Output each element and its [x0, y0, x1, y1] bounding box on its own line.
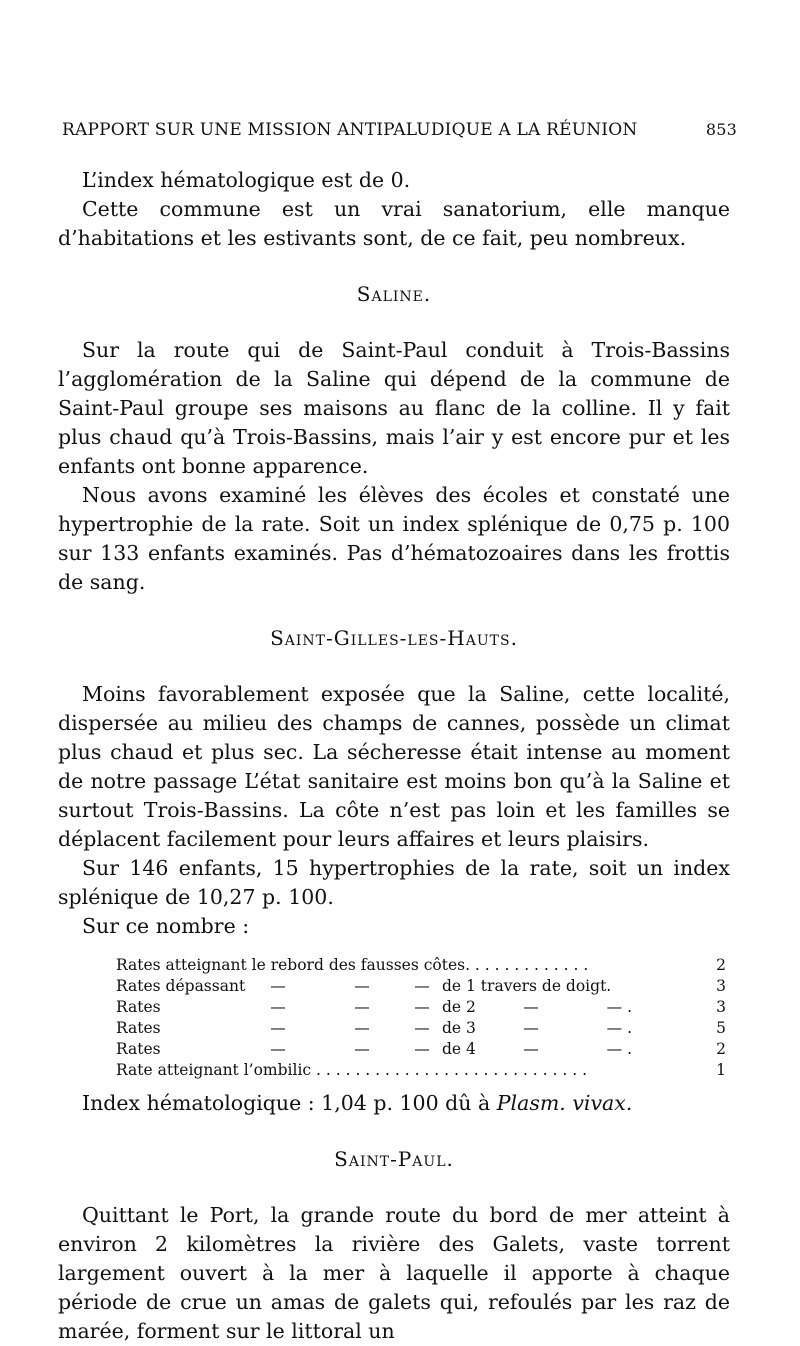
index-species: Plasm. vivax.	[496, 1091, 633, 1115]
row-col: — .	[606, 1040, 632, 1058]
row-label	[116, 997, 706, 1018]
row-label	[116, 976, 706, 997]
page-number: 853	[705, 120, 737, 139]
row-col: —	[414, 1019, 430, 1037]
index-text: Index hématologique : 1,04 p. 100 dû à	[82, 1091, 491, 1115]
paragraph: Cette commune est un vrai sanatorium, elle manque d’habitations et les estivants sont, de ce fait, peu nombreux.	[58, 197, 730, 250]
row-col: — .	[606, 998, 632, 1016]
row-col: —	[354, 998, 370, 1016]
body-text	[58, 166, 730, 1346]
spleen-table	[116, 955, 726, 1081]
row-col: —	[270, 1040, 286, 1058]
table-row	[116, 955, 726, 976]
paragraph: Sur la route qui de Saint-Paul conduit à Trois-Bassins l’agglomération de la Saline qui dépend de la commune de Saint-Paul groupe ses maisons au flanc de la colline. Il y fait plus chaud qu’à Trois-Bassins, mais l’air y est encore pur et les enfants ont bonne apparence.	[58, 338, 730, 478]
paragraph: Sur 146 enfants, 15 hypertrophies de la rate, soit un index splénique de 10,27 p. 100.	[58, 856, 730, 909]
row-col: —	[270, 998, 286, 1016]
row-label	[116, 1018, 706, 1039]
row-col: Rates	[116, 998, 161, 1016]
row-col: —	[354, 1019, 370, 1037]
section-heading-saint-paul: Saint-Paul.	[334, 1147, 454, 1171]
paragraph: Nous avons examiné les élèves des écoles et constaté une hypertrophie de la rate. Soit un index splénique de 0,75 p. 100 sur 133 enfants examinés. Pas d’hématozoaires dans les frottis de sang.	[58, 483, 730, 594]
row-col: de 3	[442, 1019, 476, 1037]
section-heading-saline: Saline.	[356, 282, 432, 306]
row-col: —	[414, 998, 430, 1016]
row-col: —	[523, 1040, 539, 1058]
row-col: —	[270, 1019, 286, 1037]
row-value: 5	[716, 1019, 726, 1037]
paragraph: L’index hématologique est de 0.	[82, 168, 411, 192]
table-row	[116, 1039, 726, 1060]
row-label: Rate atteignant l’ombilic . . . . . . . . . . . . . . . . . . . . . . . . . . . .	[116, 1061, 588, 1079]
table-row	[116, 976, 726, 997]
row-col: de 1 travers de doigt.	[442, 977, 612, 995]
row-value: 2	[716, 1040, 726, 1058]
row-col: —	[523, 1019, 539, 1037]
row-label: Rates atteignant le rebord des fausses côtes. . . . . . . . . . . . .	[116, 956, 589, 974]
paragraph: Quittant le Port, la grande route du bord de mer atteint à environ 2 kilomètres la rivière des Galets, vaste torrent largement ouvert à la mer à laquelle il apporte à chaque période de crue un amas de galets qui, refoulés par les raz de marée, forment sur le littoral un	[58, 1203, 730, 1343]
row-col: —	[414, 977, 430, 995]
row-col: de 4	[442, 1040, 476, 1058]
table-row	[116, 997, 726, 1018]
row-col: —	[354, 1040, 370, 1058]
row-col: Rates dépassant	[116, 977, 246, 995]
row-value: 3	[716, 977, 726, 995]
row-col: —	[270, 977, 286, 995]
row-col: —	[523, 998, 539, 1016]
paragraph: Sur ce nombre :	[82, 914, 250, 938]
row-col: —	[414, 1040, 430, 1058]
header-title: RAPPORT SUR UNE MISSION ANTIPALUDIQUE A LA RÉUNION	[62, 120, 638, 140]
row-col: Rates	[116, 1019, 161, 1037]
section-heading-saint-gilles: Saint-Gilles-les-Hauts.	[270, 626, 518, 650]
row-col: de 2	[442, 998, 476, 1016]
row-value: 2	[716, 956, 726, 974]
row-col: — .	[606, 1019, 632, 1037]
row-col: Rates	[116, 1040, 161, 1058]
row-label	[116, 1039, 706, 1060]
running-header	[62, 120, 737, 140]
paragraph: Moins favorablement exposée que la Saline, cette localité, dispersée au milieu des champs de cannes, possède un climat plus chaud et plus sec. La sécheresse était intense au moment de notre passage L’état sanitaire est moins bon qu’à la Saline et surtout Trois-Bassins. La côte n’est pas loin et les familles se déplacent facilement pour leurs affaires et leurs plaisirs.	[58, 682, 730, 851]
row-col: —	[354, 977, 370, 995]
row-value: 3	[716, 998, 726, 1016]
index-line	[58, 1089, 730, 1118]
row-value: 1	[716, 1061, 726, 1079]
table-row	[116, 1060, 726, 1081]
table-row	[116, 1018, 726, 1039]
